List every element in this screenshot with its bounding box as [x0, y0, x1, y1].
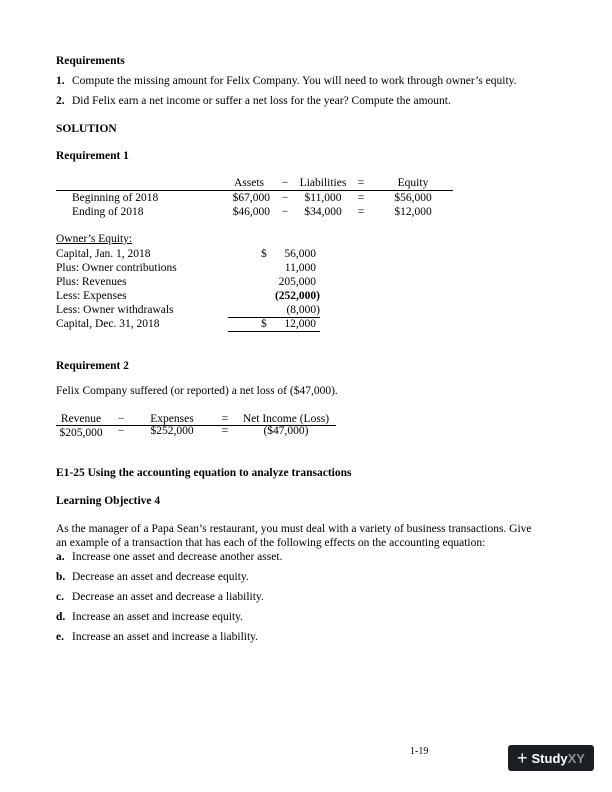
requirement-2-number: 2.	[56, 95, 65, 107]
dollar-sign: $	[261, 318, 267, 330]
total-rule	[228, 331, 320, 332]
minus-header: −	[117, 413, 125, 425]
liabilities-value: $11,000	[304, 192, 342, 204]
row-label: Plus: Owner contributions	[56, 262, 177, 274]
row-value: 11,000	[284, 262, 316, 274]
item-text: Decrease an asset and decrease equity.	[72, 571, 249, 583]
dollar-sign: $	[261, 248, 267, 260]
item-text: Increase an asset and increase equity.	[72, 611, 244, 623]
net-income-header: Net Income (Loss)	[242, 413, 330, 425]
requirement-2-heading: Requirement 2	[56, 360, 129, 372]
minus-sign: −	[281, 192, 289, 204]
equals-header: =	[221, 413, 229, 425]
expenses-header: Expenses	[150, 413, 194, 425]
item-text: Decrease an asset and decrease a liability.	[72, 591, 264, 603]
requirement-1-heading: Requirement 1	[56, 150, 129, 162]
net-loss-statement: Felix Company suffered (or reported) a net loss of ($47,000).	[56, 385, 338, 397]
row-label: Plus: Revenues	[56, 276, 127, 288]
solution-heading: SOLUTION	[56, 123, 117, 135]
item-letter: d.	[56, 611, 66, 623]
row-label: Capital, Dec. 31, 2018	[56, 318, 160, 330]
equation-header-rule	[56, 190, 453, 191]
row-value: 205,000	[278, 276, 316, 288]
liabilities-value: $34,000	[304, 206, 342, 218]
requirement-1-text: Compute the missing amount for Felix Company. You will need to work through owner’s equity.	[72, 75, 517, 87]
studyxy-logo[interactable]	[508, 745, 594, 771]
revenue-header: Revenue	[60, 413, 102, 425]
assets-value: $46,000	[232, 206, 270, 218]
requirements-heading: Requirements	[56, 55, 125, 67]
row-label: Less: Expenses	[56, 290, 127, 302]
assets-header: Assets	[233, 177, 265, 189]
assets-value: $67,000	[232, 192, 270, 204]
item-letter: e.	[56, 631, 64, 643]
net-income-value: ($47,000)	[263, 425, 309, 437]
revenue-value: $205,000	[59, 427, 103, 439]
row-value: 56,000	[284, 248, 316, 260]
row-value: 12,000	[284, 318, 316, 330]
equals-header: =	[357, 177, 365, 189]
expenses-value: $252,000	[150, 425, 194, 437]
item-text: Increase one asset and decrease another asset.	[72, 551, 283, 563]
row-value: (252,000)	[274, 290, 320, 302]
requirement-2-text: Did Felix earn a net income or suffer a net loss for the year? Compute the amount.	[72, 95, 451, 107]
row-label: Beginning of 2018	[72, 192, 159, 204]
row-label: Ending of 2018	[72, 206, 144, 218]
exercise-intro-line-2: an example of a transaction that has each of the following effects on the accounting equation:	[56, 537, 486, 549]
logo-study-text: Study	[531, 750, 568, 766]
row-label: Capital, Jan. 1, 2018	[56, 248, 151, 260]
row-label: Less: Owner withdrawals	[56, 304, 174, 316]
item-text: Increase an asset and increase a liability.	[72, 631, 259, 643]
liabilities-header: Liabilities	[299, 177, 347, 189]
item-letter: a.	[56, 551, 65, 563]
minus-sign: −	[281, 206, 289, 218]
equity-value: $56,000	[394, 192, 432, 204]
equals-sign: =	[221, 425, 229, 437]
logo-xy-text: XY	[567, 750, 585, 766]
owners-equity-heading: Owner’s Equity:	[56, 233, 133, 245]
equals-sign: =	[357, 206, 365, 218]
equity-value: $12,000	[394, 206, 432, 218]
minus-sign: −	[117, 425, 125, 437]
equity-header: Equity	[397, 177, 429, 189]
item-letter: b.	[56, 571, 66, 583]
requirement-1-number: 1.	[56, 75, 65, 87]
item-letter: c.	[56, 591, 64, 603]
learning-objective: Learning Objective 4	[56, 495, 161, 507]
minus-header: −	[281, 177, 289, 189]
equals-sign: =	[357, 192, 365, 204]
page-number: 1-19	[410, 746, 429, 757]
exercise-intro-line-1: As the manager of a Papa Sean’s restaurant, you must deal with a variety of business transactions. Give	[56, 523, 532, 535]
row-value: (8,000)	[286, 304, 320, 316]
plus-icon: +	[517, 748, 528, 768]
exercise-heading: E1-25 Using the accounting equation to analyze transactions	[56, 467, 352, 479]
